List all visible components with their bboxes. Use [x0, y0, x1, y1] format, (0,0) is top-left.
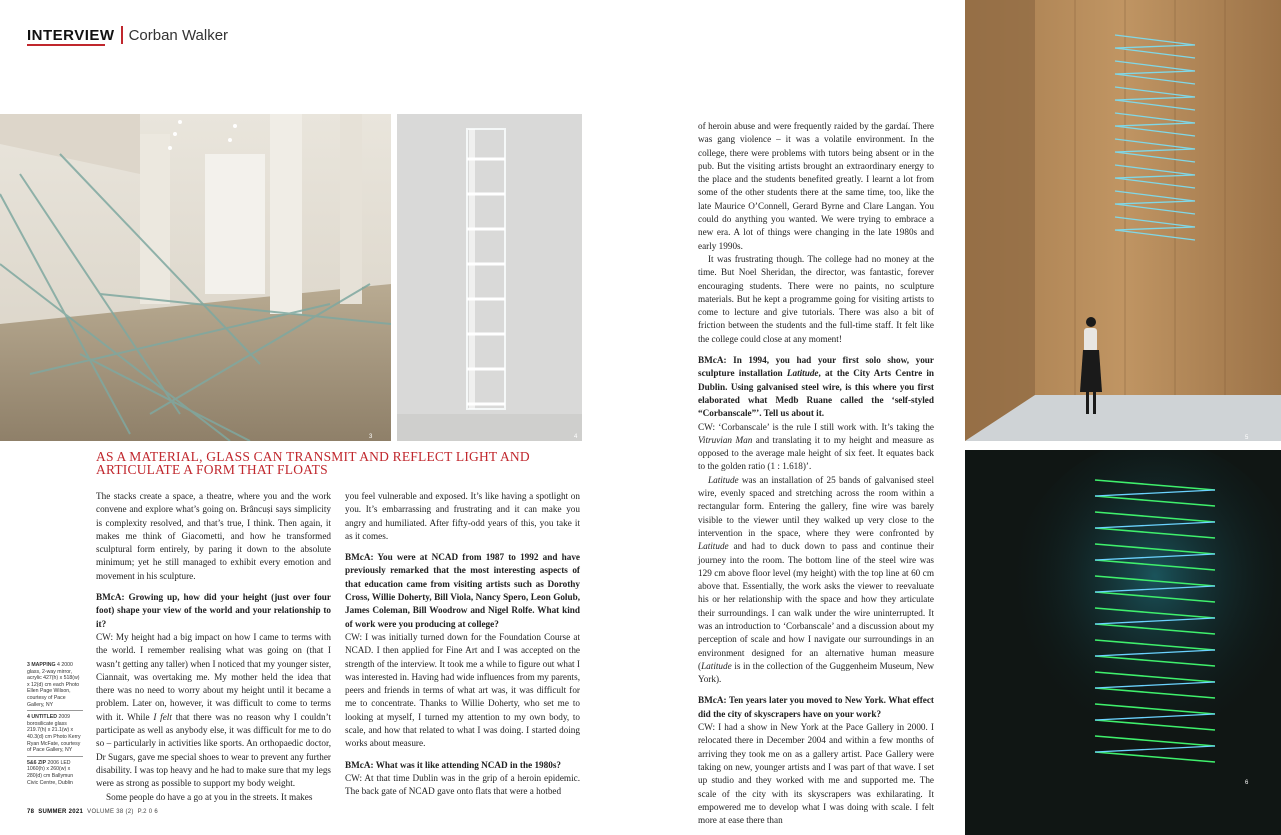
- interview-question: BMcA: Growing up, how did your height (just over four foot) shape your view of the world and your relationship to it?: [96, 592, 331, 629]
- paragraph: The stacks create a space, a theatre, where you and the work convene and explore what’s going on. Brâncuși says simplicity is complexity resolved, and that’s true, I think. Then again, it makes me think of Giacometti, and how he transformed sculptural form entirely, by paring it down to the absolute minimum; yet he still managed to exhibit every emotion and movement in his sculpture.: [96, 491, 331, 581]
- running-header: [27, 26, 228, 44]
- interview-question: BMcA: Ten years later you moved to New York. What effect did the city of skyscrapers have on your work?: [698, 695, 934, 719]
- article-column-1: [96, 490, 331, 804]
- caption-text: 4 2000 glass, 2-way mirror, acrylic 427(h) x 518(w) x 12(d) cm each Photo Ellen Page Wilson, courtesy of Pace Gallery, NY: [27, 662, 80, 708]
- header-rule: [27, 44, 105, 46]
- caption-text: 2009 borosilicate glass 219.7(h) x 21.1(w) x 40.3(d) cm Photo Kerry Ryan McFate, courtesy of Pace Gallery, NY: [27, 714, 81, 754]
- page-footer: [27, 809, 158, 815]
- untitled-glass-stack-photo: [397, 114, 582, 441]
- volume-label: VOLUME 38 (2): [87, 809, 134, 815]
- paragraph: It was frustrating though. The college had no money at the time. But Noel Sheridan, the director, was fantastic, forever encouraging students. There were no paints, no sculpture materials. But he kept a programme going for visiting artists to come to lecture and give tutorials. There was also a bit of friction between the students and the full-time staff. It felt like the college could close at any moment!: [698, 253, 934, 344]
- image-number: 5: [1245, 435, 1249, 441]
- caption-item: [27, 760, 83, 788]
- issue-label: SUMMER 2021: [38, 809, 84, 815]
- caption-title: 5&6 ZIP: [27, 759, 47, 766]
- caption-item: [27, 662, 83, 711]
- caption-title: 3 MAPPING: [27, 662, 56, 668]
- interview-answer: CW: ‘Corbanscale’ is the rule I still work with. It’s taking the Vitruvian Man and translating it to my height and measure as opposed to the average male height of six feet. It equates back to the golden ratio (1 : 1.618)’.: [698, 421, 935, 472]
- latitude-wire-installation-photo: [965, 0, 1281, 441]
- article-column-2: [345, 490, 580, 799]
- interview-answer: CW: I was initially turned down for the Foundation Course at NCAD. I then applied for Fine Art and I was accepted on the strength of the interview. It took me a while to figure out what I was interested in. Having had wide influences from my parents, peers and friends in terms of what art was, it was difficult for me to concentrate. Thanks to Willie Doherty, who set me to looking at myself, I turned my attention to my own body, to scale, and how that related to what I was doing. I started doing works about measure.: [345, 631, 580, 749]
- interview-answer: CW: I had a show in New York at the Pace Gallery in 2000. I relocated there in December 2004 and within a few months of arriving they took me on as a gallery artist. Pace Gallery were taking on new, younger artists and I was part of that wave. I set up studio and they worked with me and supported me. The scale of the city with its skyscrapers was exhilarating. It empowered me to develop what I was doing with scale. I felt more at ease there than: [698, 722, 934, 826]
- paragraph: you feel vulnerable and exposed. It’s like having a spotlight on you. It’s embarrassing and frustrating and it can make you angry and humiliated. After fifty-odd years of this, you take it as it comes.: [345, 491, 580, 541]
- interview-answer: CW: My height had a big impact on how I came to terms with the world. I remember realising what was going on (that I wasn’t getting any taller) when I noticed that my younger sister, Ciannait, was overtaking me. My mother held the idea that there was no need to worry about my height until it became a problem. Later on, however, it was difficult to come to terms with it. While I felt that there was no reason why I couldn’t participate as well as anybody else, it was difficult for me to do so – particularly in activities like sports. An orthopaedic doctor, Dr Sugars, gave me special shoes to wear to prevent any further disability. I was top heavy and he had to make sure that my legs were as strong as possible to support my body weight.: [96, 631, 332, 789]
- led-installation-photo: [965, 450, 1281, 835]
- image-captions: [27, 662, 83, 791]
- caption-title: 4 UNTITLED: [27, 714, 57, 721]
- caption-item: [27, 714, 83, 757]
- article-column-3: [698, 120, 934, 827]
- image-number: 6: [1245, 780, 1249, 786]
- paragraph: of heroin abuse and were frequently raided by the gardaí. There was gang violence – it was a volatile environment. In the college, there were problems with tutors being absent or in the pub. But the visiting artists brought an extraordinary energy to the place and the students benefited greatly. I learnt a lot from some of the other students there at the same time, too, like the late Maurice O’Connell, Gerard Byrne and Clare Langan. You could do anything you wanted. We were trying to embrace a new era. A lot of things were changing in the late 1980s and early 1990s.: [698, 121, 934, 251]
- pull-quote: AS A MATERIAL, GLASS CAN TRANSMIT AND REFLECT LIGHT AND ARTICULATE A FORM THAT FLOATS: [96, 449, 530, 477]
- mapping-installation-photo: [0, 114, 391, 441]
- caption-text: 2006 LED 1060(h) x 260(w) x 280(d) cm Ballymun Civic Centre, Dublin: [27, 759, 74, 786]
- header-divider: [121, 26, 123, 44]
- page-range: P.2 0 6: [137, 809, 159, 815]
- image-number: 3: [369, 434, 373, 440]
- paragraph: Latitude was an installation of 25 bands of galvanised steel wire, evenly spaced and stretching across the room within a rectangular form. Entering the gallery, fine wire was barely visible to the viewer until they walked up very close to the intervention in the space, where they were confronted by Latitude and had to duck down to pass and continue their journey into the room. The bottom line of the steel wire was 129 cm above floor level (my height) with the top line at 60 cm above that. Essentially, the work asks the viewer to reevaluate his or her relationship with the space and how they articulate their surroundings. I can walk under the wire uninterrupted. It was an introduction to ‘Corbanscale’ and a discussion about my perception of scale and how I navigate our surroundings in an environment designed for an alternative human measure (Latitude is in the collection of the Guggenheim Museum, New York).: [698, 474, 934, 685]
- interview-answer: CW: At that time Dublin was in the grip of a heroin epidemic. The back gate of NCAD gave onto flats that were a hotbed: [345, 772, 580, 797]
- image-number: 4: [574, 434, 578, 440]
- paragraph: Some people do have a go at you in the streets. It makes: [106, 791, 313, 802]
- page-number: 78: [27, 809, 35, 815]
- section-label: INTERVIEW: [27, 26, 115, 44]
- interview-subject: Corban Walker: [128, 26, 229, 44]
- interview-question: BMcA: What was it like attending NCAD in the 1980s?: [345, 759, 561, 770]
- interview-question: BMcA: You were at NCAD from 1987 to 1992 and have previously remarked that the most interesting aspects of that education came from visiting artists such as Dorothy Cross, Willie Doherty, Bill Viola, Nancy Spero, Leon Golub, James Coleman, Bill Woodrow and Nigel Rolfe. What kind of work were you producing at college?: [345, 552, 580, 629]
- interview-question: BMcA: In 1994, you had your first solo show, your sculpture installation Latitude, at the City Arts Centre in Dublin. Using galvanised steel wire, is this where you first elaborated what Medb Ruane called the ‘self-styled “Corbanscale”’. Tell us about it.: [698, 355, 934, 419]
